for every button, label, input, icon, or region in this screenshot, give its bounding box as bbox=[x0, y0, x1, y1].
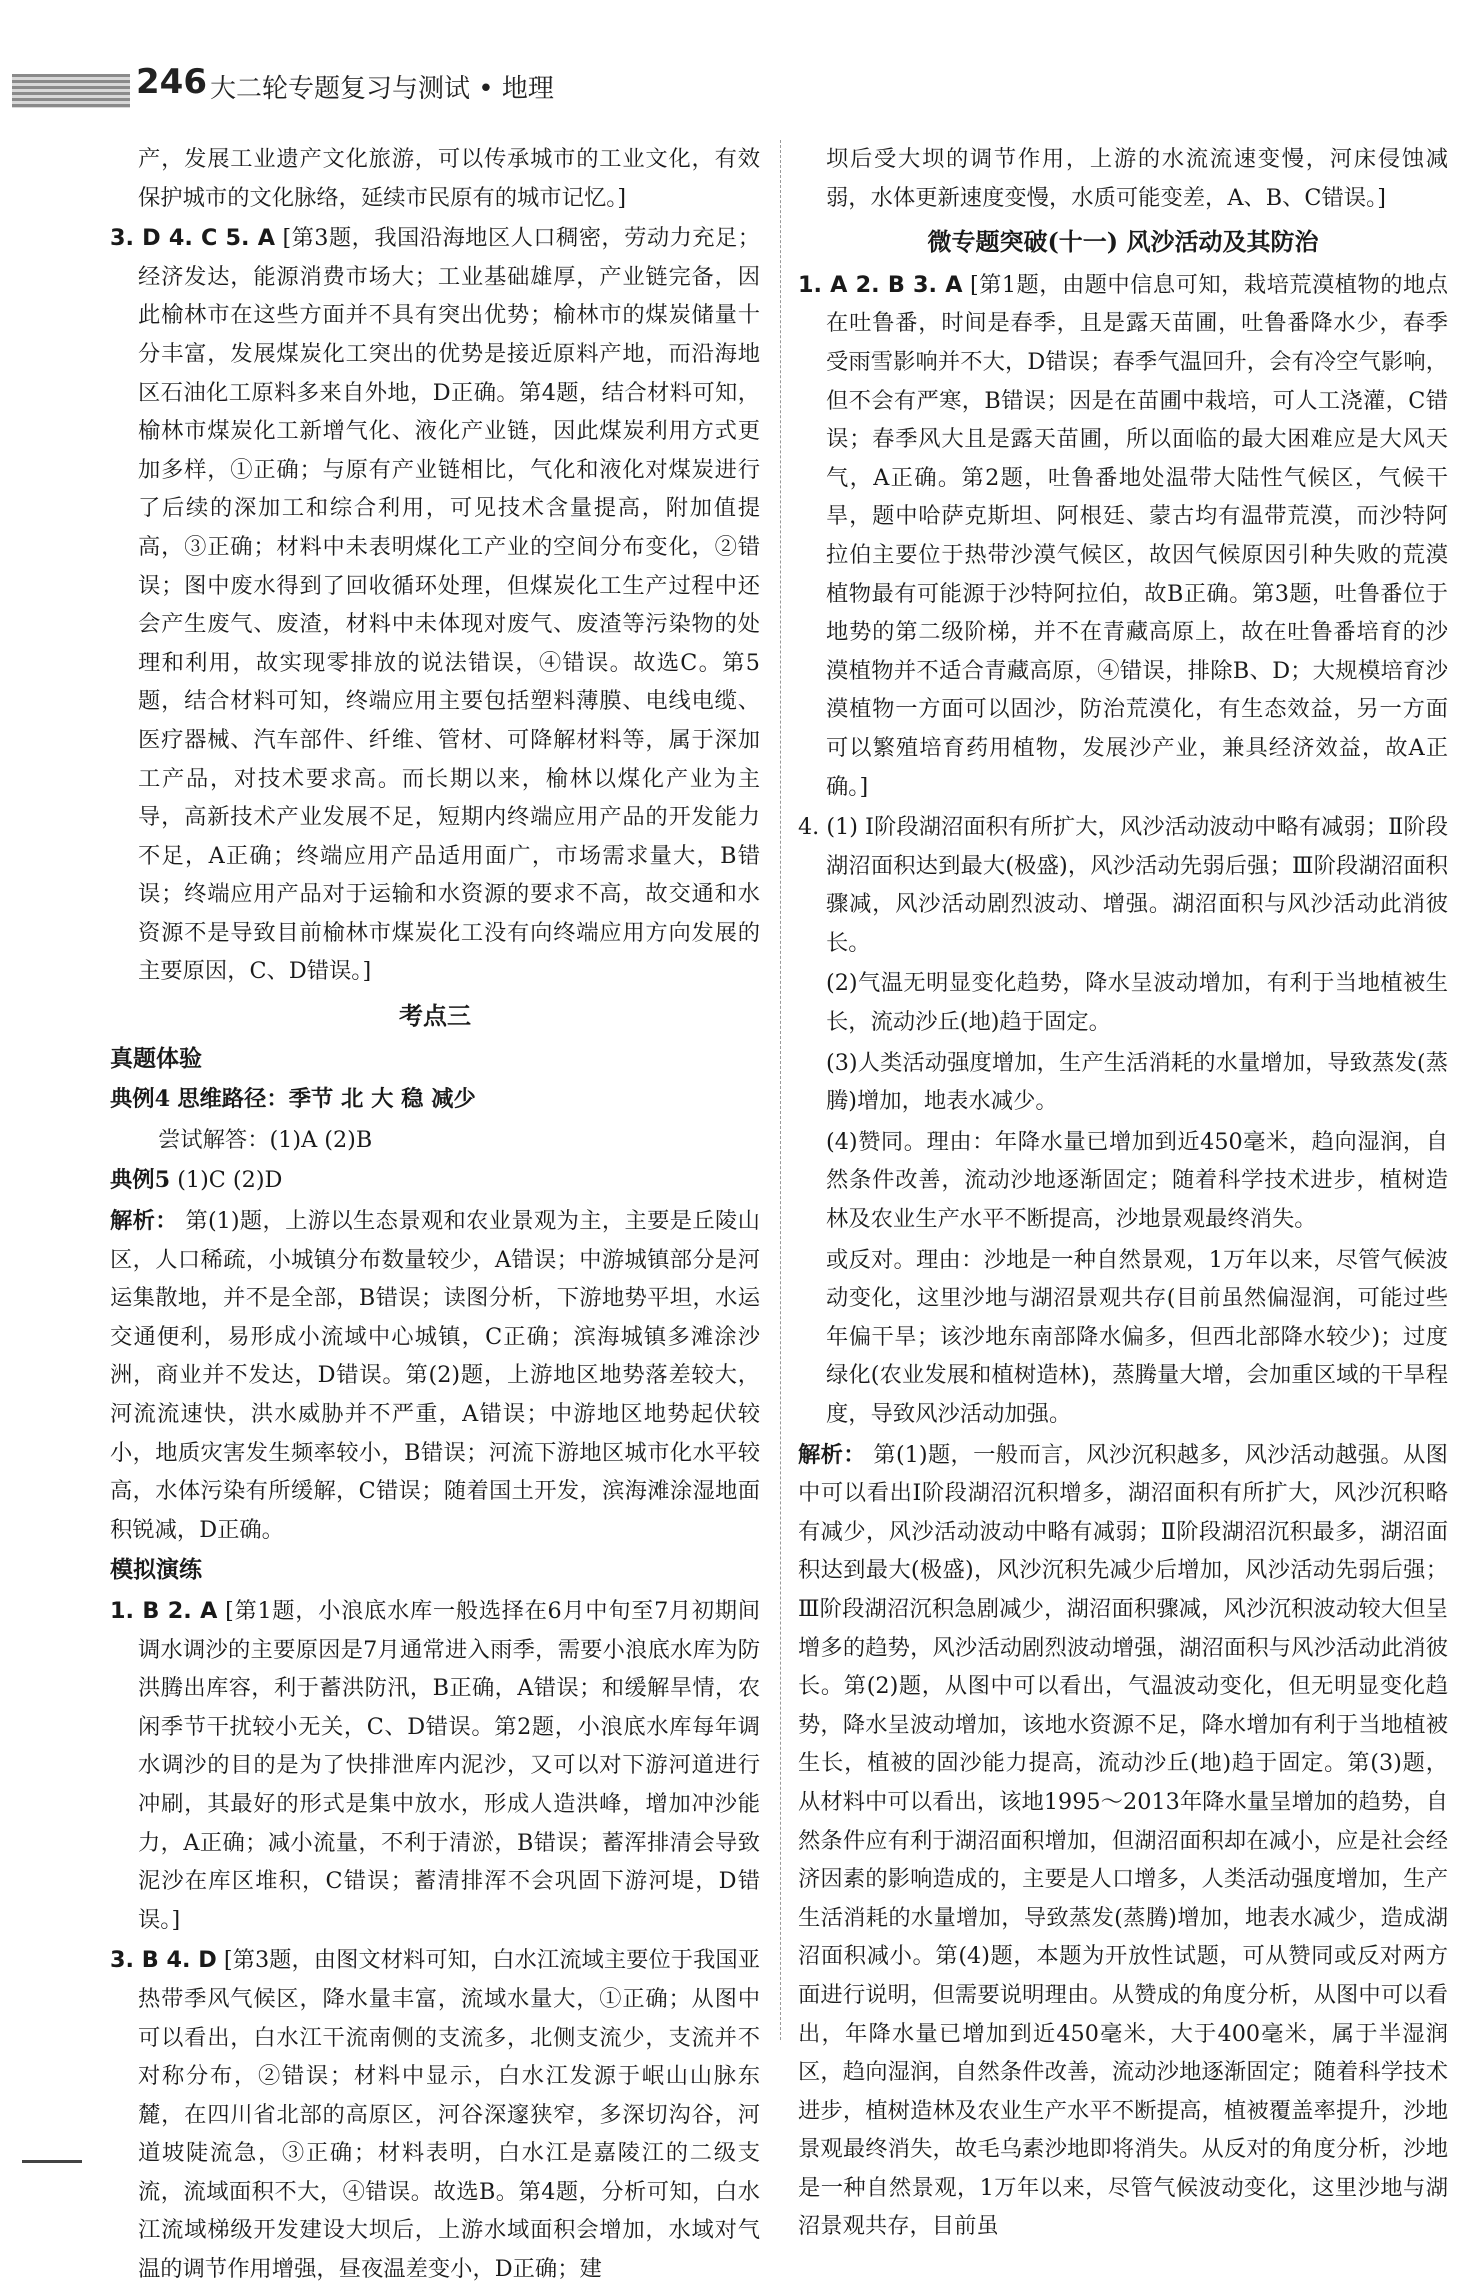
section-heading-weizhuanti: 微专题突破(十一) 风沙活动及其防治 bbox=[927, 227, 1319, 257]
left-intro-paragraph: 产，发展工业遗产文化旅游，可以传承城市的工业文化，有效保护城市的文化脉络，延续市民原有的城市记忆。] bbox=[138, 146, 760, 211]
q4-part2: (2)气温无明显变化趋势，降水呈波动增加，有利于当地植被生长，流动沙丘(地)趋于固定。 bbox=[826, 970, 1448, 1036]
dianli5-analysis bbox=[110, 1202, 760, 1549]
answer-keys: 1. A 2. B 3. A bbox=[798, 271, 963, 298]
header-decoration-bar bbox=[12, 74, 130, 108]
analysis-label: 解析： bbox=[110, 1208, 178, 1235]
left-column bbox=[110, 140, 760, 2291]
column-divider bbox=[780, 140, 781, 2040]
answer-keys: 3. B 4. D bbox=[110, 1947, 217, 1974]
q4-part4: (4)赞同。理由：年降水量已增加到近450毫米，趋向湿润，自然条件改善，流动沙地逐渐固定；随着科学技术进步，植树造林及农业生产水平不断提高，沙地景观最终消失。 bbox=[826, 1128, 1448, 1233]
answer-block-1-2 bbox=[110, 1592, 760, 1939]
dianli5-line bbox=[110, 1161, 760, 1200]
right-intro-paragraph: 坝后受大坝的调节作用，上游的水流流速变慢，河床侵蚀减弱，水体更新速度变慢，水质可能变差，A、B、C错误。] bbox=[826, 146, 1448, 211]
book-title: 大二轮专题复习与测试 • 地理 bbox=[210, 74, 554, 104]
answer-block-3-4 bbox=[110, 1941, 760, 2288]
answer-explanation: [第3题，由图文材料可知，白水江流域主要位于我国亚热带季风气候区，降水量丰富，流域水量大，①正确；从图中可以看出，白水江干流南侧的支流多，北侧支流少，支流并不对称分布，②错误；材料中显示，白水江发源于岷山山脉东麓，在四川省北部的高原区，河谷深邃狭窄，多深切沟谷，河道坡陡流急，③正确；材料表明，白水江是嘉陵江的二级支流，流域面积不大，④错误。故选B。第4题，分析可知，白水江流域梯级开发建设大坝后，上游水域面积会增加，水域对气温的调节作用增强，昼夜温差变小，D正确；建 bbox=[138, 1947, 760, 2283]
subsection-zhenti: 真题体验 bbox=[110, 1044, 202, 1072]
answer-keys: 3. D 4. C 5. A bbox=[110, 225, 275, 252]
q4-analysis bbox=[798, 1436, 1448, 2246]
footer-decoration bbox=[22, 2160, 82, 2169]
dianli4-label: 典例4 bbox=[110, 1086, 171, 1113]
q4-part1: 4. (1) Ⅰ阶段湖沼面积有所扩大，风沙活动波动中略有减弱；Ⅱ阶段湖沼面积达到最大(极盛)，风沙活动先弱后强；Ⅲ阶段湖沼面积骤减，风沙活动剧烈波动、增强。湖沼面积与风沙活动此消彼长。 bbox=[798, 814, 1448, 956]
analysis-label: 解析： bbox=[798, 1441, 866, 1468]
section-heading-kaodian: 考点三 bbox=[399, 1001, 471, 1031]
answer-explanation: [第3题，我国沿海地区人口稠密，劳动力充足；经济发达，能源消费市场大；工业基础雄厚，产业链完备，因此榆林市在这些方面并不具有突出优势；榆林市的煤炭储量十分丰富，发展煤炭化工突出的优势是接近原料产地，而沿海地区石油化工原料多来自外地，D正确。第4题，结合材料可知，榆林市煤炭化工新增气化、液化产业链，因此煤炭利用方式更加多样，①正确；与原有产业链相比，气化和液化对煤炭进行了后续的深加工和综合利用，可见技术含量提高，附加值提高，③正确；材料中未表明煤化工产业的空间分布变化，②错误；图中废水得到了回收循环处理，但煤炭化工生产过程中还会产生废气、废渣，材料中未体现对废气、废渣等污染物的处理和利用，故实现零排放的说法错误，④错误。故选C。第5题，结合材料可知，终端应用主要包括塑料薄膜、电线电缆、医疗器械、汽车部件、纤维、管材、可降解材料等，属于深加工产品，对技术要求高。而长期以来，榆林以煤化产业为主导，高新技术产业发展不足，短期内终端应用产品的开发能力不足，A正确；终端应用产品适用面广，市场需求量大，B错误；终端应用产品对于运输和水资源的要求不高，故交通和水资源不是导致目前榆林市煤炭化工没有向终端应用方向发展的主要原因，C、D错误。] bbox=[138, 225, 760, 985]
answer-explanation: [第1题，小浪底水库一般选择在6月中旬至7月初期间调水调沙的主要原因是7月通常进入雨季，需要小浪底水库为防洪腾出库容，利于蓄洪防汛，B正确，A错误；和缓解旱情，农闲季节干扰较小无关，C、D错误。第2题，小浪底水库每年调水调沙的目的是为了快排泄库内泥沙，又可以对下游河道进行冲刷，其最好的形式是集中放水，形成人造洪峰，增加冲沙能力，A正确；减小流量，不利于清淤，B错误；蓄浑排清会导致泥沙在库区堆积，C错误；蓄清排浑不会巩固下游河堤，D错误。] bbox=[138, 1597, 760, 1933]
analysis-text: 第(1)题，上游以生态景观和农业景观为主，主要是丘陵山区，人口稀疏，小城镇分布数量较少，A错误；中游城镇部分是河运集散地，并不是全部，B错误；读图分析，下游地势平坦，水运交通便利，易形成小流域中心城镇，C正确；滨海城镇多滩涂沙洲，商业并不发达，D错误。第(2)题，上游地区地势落差较大，河流流速快，洪水威胁并不严重，A错误；中游地区地势起伏较小，地质灾害发生频率较小，B错误；河流下游地区城市化水平较高，水体污染有所缓解，C错误；随着国土开发，滨海滩涂湿地面积锐减，D正确。 bbox=[110, 1208, 760, 1543]
dianli5-answer: (1)C (2)D bbox=[177, 1167, 283, 1194]
analysis-text: 第(1)题，一般而言，风沙沉积越多，风沙活动越强。从图中可以看出Ⅰ阶段湖沼沉积增多，湖沼面积有所扩大，风沙沉积略有减少，风沙活动波动中略有减弱；Ⅱ阶段湖沼沉积最多，湖沼面积达到最大(极盛)，风沙沉积先减少后增加，风沙活动先弱后强；Ⅲ阶段湖沼沉积急剧减少，湖沼面积骤减，风沙沉积波动较大但呈增多的趋势，风沙活动剧烈波动增强，湖沼面积与风沙活动此消彼长。第(2)题，从图中可以看出，气温波动变化，但无明显变化趋势，降水呈波动增加，该地水资源不足，降水增加有利于当地植被生长，植被的固沙能力提高，流动沙丘(地)趋于固定。第(3)题，从材料中可以看出，该地1995～2013年降水量呈增加的趋势，自然条件应有利于湖沼面积增加，但湖沼面积却在减小，应是社会经济因素的影响造成的，主要是人口增多，人类活动强度增加，生产生活消耗的水量增加，导致蒸发(蒸腾)增加，地表水减少，造成湖沼面积减小。第(4)题，本题为开放性试题，可从赞同或反对两方面进行说明，但需要说明理由。从赞成的角度分析，从图中可以看出，年降水量已增加到近450毫米，大于400毫米，属于半湿润区，趋向湿润，自然条件改善，流动沙地逐渐固定；随着科学技术进步，植树造林及农业生产水平不断提高，植被覆盖率提升，沙地景观最终消失，故毛乌素沙地即将消失。从反对的角度分析，沙地是一种自然景观，1万年以来，尽管气候波动变化，这里沙地与湖沼景观共存，目前虽 bbox=[798, 1441, 1448, 2240]
dianli5-label: 典例5 bbox=[110, 1167, 171, 1194]
page-header bbox=[0, 62, 1478, 134]
answer-keys: 1. B 2. A bbox=[110, 1597, 218, 1624]
dianli4-line1 bbox=[110, 1080, 760, 1119]
subsection-moni: 模拟演练 bbox=[110, 1556, 202, 1584]
right-column bbox=[798, 140, 1448, 2248]
answer-block-1-3 bbox=[798, 266, 1448, 806]
page-number: 246 bbox=[136, 62, 207, 102]
q4-part3: (3)人类活动强度增加，生产生活消耗的水量增加，导致蒸发(蒸腾)增加，地表水减少。 bbox=[826, 1049, 1448, 1115]
dianli4-path: 思维路径：季节 北 大 稳 减少 bbox=[177, 1086, 476, 1113]
q4-part5: 或反对。理由：沙地是一种自然景观，1万年以来，尽管气候波动变化，这里沙地与湖沼景观共存(目前虽然偏湿润，可能过些年偏干旱；该沙地东南部降水偏多，但西北部降水较少)；过度绿化(农业发展和植树造林)，蒸腾量大增，会加重区域的干旱程度，导致风沙活动加强。 bbox=[826, 1246, 1448, 1427]
answer-explanation: [第1题，由题中信息可知，栽培荒漠植物的地点在吐鲁番，时间是春季，且是露天苗圃，吐鲁番降水少，春季受雨雪影响并不大，D错误；春季气温回升，会有冷空气影响，但不会有严寒，B错误；因是在苗圃中栽培，可人工浇灌，C错误；春季风大且是露天苗圃，所以面临的最大困难应是大风天气，A正确。第2题，吐鲁番地处温带大陆性气候区，气候干旱，题中哈萨克斯坦、阿根廷、蒙古均有温带荒漠，而沙特阿拉伯主要位于热带沙漠气候区，故因气候原因引种失败的荒漠植物最有可能源于沙特阿拉伯，故B正确。第3题，吐鲁番位于地势的第二级阶梯，并不在青藏高原上，故在吐鲁番培育的沙漠植物并不适合青藏高原，④错误，排除B、D；大规模培育沙漠植物一方面可以固沙，防治荒漠化，有生态效益，另一方面可以繁殖培育药用植物，发展沙产业，兼具经济效益，故A正确。] bbox=[826, 271, 1448, 800]
dianli4-line2: 尝试解答：(1)A (2)B bbox=[158, 1126, 373, 1153]
answer-block-3-5 bbox=[110, 219, 760, 991]
